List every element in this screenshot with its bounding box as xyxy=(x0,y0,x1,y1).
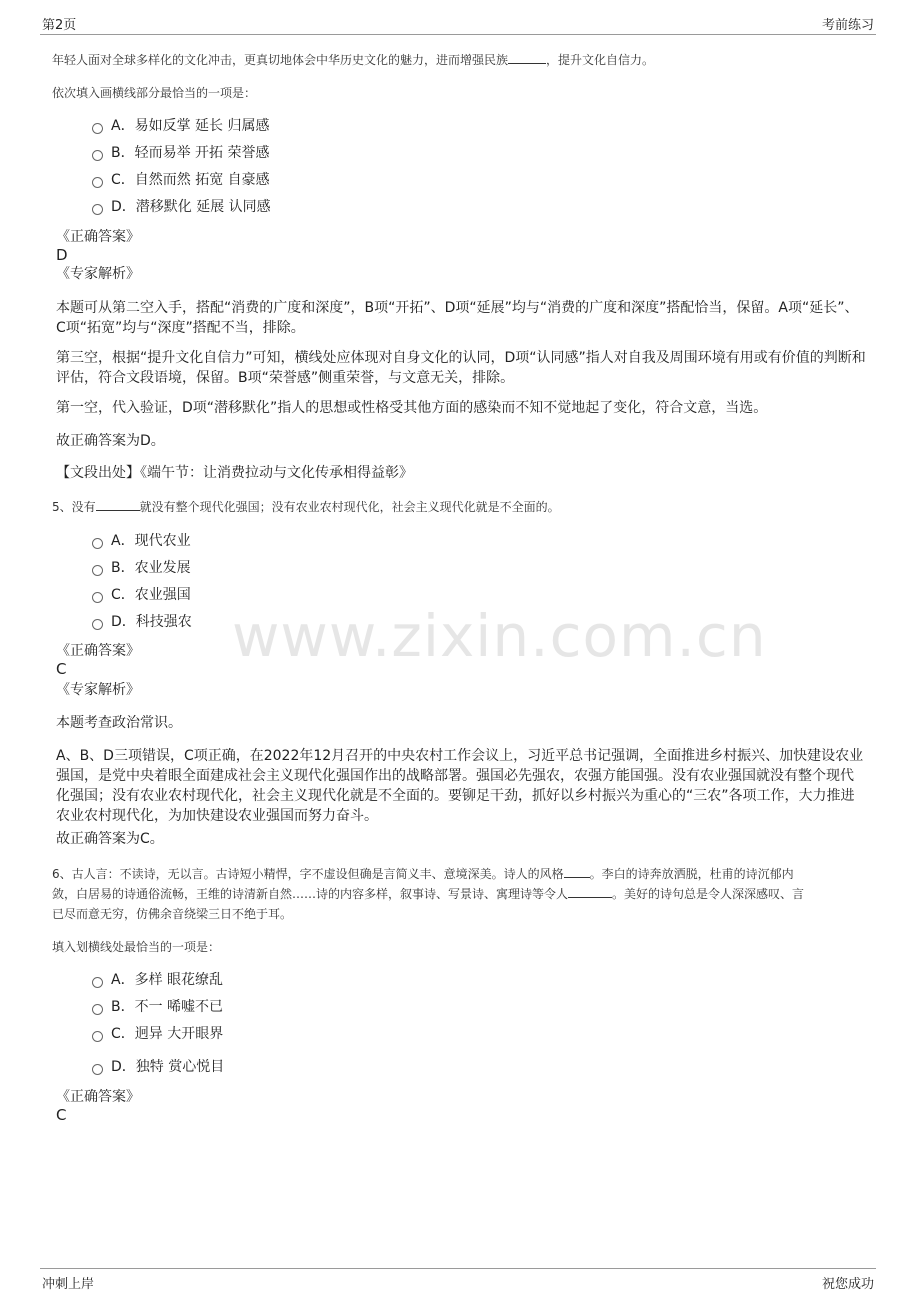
q4-answer: D xyxy=(56,246,68,264)
q4-option-b[interactable]: B．轻而易举 开拓 荣誉感 xyxy=(92,142,270,164)
radio-icon[interactable] xyxy=(92,1004,103,1015)
radio-icon[interactable] xyxy=(92,565,103,576)
q4-analysis-p3: 第一空，代入验证，D项“潜移默化”指人的思想或性格受其他方面的感染而不知不觉地起了变化，符合文意，当选。 xyxy=(56,400,768,416)
q5-option-a[interactable]: A．现代农业 xyxy=(92,530,191,552)
footer-right: 祝您成功 xyxy=(821,1277,874,1292)
q4-answer-label: 《正确答案》 xyxy=(56,229,140,245)
q4-analysis-conclusion: 故正确答案为D。 xyxy=(56,433,165,449)
page-header xyxy=(40,10,876,35)
q5-option-c[interactable]: C．农业强国 xyxy=(92,584,191,606)
page-footer xyxy=(40,1268,876,1293)
watermark: www.zixin.com.cn xyxy=(232,602,767,670)
q4-analysis-p1: 本题可从第二空入手，搭配“消费的广度和深度”，B项“开拓”、D项“延展”均与“消费的广度和深度”搭配恰当，保留。A项“延长”、C项“拓宽”均与“深度”搭配不当，排除。 xyxy=(56,300,859,336)
q6-answer: C xyxy=(56,1106,67,1124)
q4-prompt: 依次填入画横线部分最恰当的一项是： xyxy=(52,86,257,100)
q6-stem-line2: 敛，白居易的诗通俗流畅，王维的诗清新自然……诗的内容多样，叙事诗、写景诗、寓理诗等令人 。美好的诗句总是令人深深感叹、言 xyxy=(52,887,805,901)
header-title: 考前练习 xyxy=(821,18,874,33)
q6-prompt: 填入划横线处最恰当的一项是： xyxy=(52,940,221,954)
q6-option-b[interactable]: B．不一 唏嘘不已 xyxy=(92,996,223,1018)
q6-option-c[interactable]: C．迥异 大开眼界 xyxy=(92,1023,223,1045)
q4-analysis-p2: 第三空，根据“提升文化自信力”可知，横线处应体现对自身文化的认同，D项“认同感”指人对自我及周围环境有用或有价值的判断和评估，符合文段语境，保留。B项“荣誉感”侧重荣誉，与文意无关，排除。 xyxy=(56,350,866,386)
q6-stem-line1: 6、古人言：不读诗，无以言。古诗短小精悍，字不虚设但确是言简义丰、意境深美。诗人的风格 。李白的诗奔放洒脱，杜甫的诗沉郁内 xyxy=(52,867,794,881)
q4-source: 【文段出处】《端午节：让消费拉动与文化传承相得益彰》 xyxy=(56,465,413,481)
q6-stem-line3: 已尽而意无穷，仿佛余音绕梁三日不绝于耳。 xyxy=(52,907,293,921)
radio-icon[interactable] xyxy=(92,538,103,549)
q4-option-a[interactable]: A．易如反掌 延长 归属感 xyxy=(92,115,269,137)
radio-icon[interactable] xyxy=(92,619,103,630)
q5-analysis-p1: 本题考查政治常识。 xyxy=(56,715,182,731)
q5-option-d[interactable]: D．科技强农 xyxy=(92,611,192,633)
q6-option-a[interactable]: A．多样 眼花缭乱 xyxy=(92,969,223,991)
q6-option-d[interactable]: D．独特 赏心悦目 xyxy=(92,1056,224,1078)
q5-analysis-conclusion: 故正确答案为C。 xyxy=(56,831,164,847)
q5-analysis-label: 《专家解析》 xyxy=(56,682,140,698)
radio-icon[interactable] xyxy=(92,1064,103,1075)
q5-stem: 5、没有 就没有整个现代化强国；没有农业农村现代化，社会主义现代化就是不全面的。 xyxy=(52,500,560,514)
q4-stem: 年轻人面对全球多样化的文化冲击，更真切地体会中华历史文化的魅力，进而增强民族 ，提升文化自信力。 xyxy=(52,53,655,67)
radio-icon[interactable] xyxy=(92,123,103,134)
q6-answer-label: 《正确答案》 xyxy=(56,1089,140,1105)
q4-option-c[interactable]: C．自然而然 拓宽 自豪感 xyxy=(92,169,270,191)
radio-icon[interactable] xyxy=(92,177,103,188)
radio-icon[interactable] xyxy=(92,977,103,988)
q4-option-d[interactable]: D．潜移默化 延展 认同感 xyxy=(92,196,271,218)
radio-icon[interactable] xyxy=(92,204,103,215)
radio-icon[interactable] xyxy=(92,150,103,161)
radio-icon[interactable] xyxy=(92,1031,103,1042)
page-number: 第2页 xyxy=(42,18,77,33)
q5-option-b[interactable]: B．农业发展 xyxy=(92,557,191,579)
q5-analysis-p2: A、B、D三项错误，C项正确，在2022年12月召开的中央农村工作会议上，习近平总书记强调，全面推进乡村振兴、加快建设农业强国，是党中央着眼全面建成社会主义现代化强国作出的战略部署。强国必先强农，农强方能国强。没有农业强国就没有整个现代化强国；没有农业农村现代化，社会主义现代化就是不全面的。要铆足干劲，抓好以乡村振兴为重心的“三农”各项工作，大力推进农业农村现代化，为加快建设农业强国而努力奋斗。 xyxy=(56,748,864,824)
q4-analysis-label: 《专家解析》 xyxy=(56,266,140,282)
q5-answer: C xyxy=(56,660,67,678)
footer-left: 冲刺上岸 xyxy=(42,1277,95,1292)
q5-answer-label: 《正确答案》 xyxy=(56,643,140,659)
radio-icon[interactable] xyxy=(92,592,103,603)
